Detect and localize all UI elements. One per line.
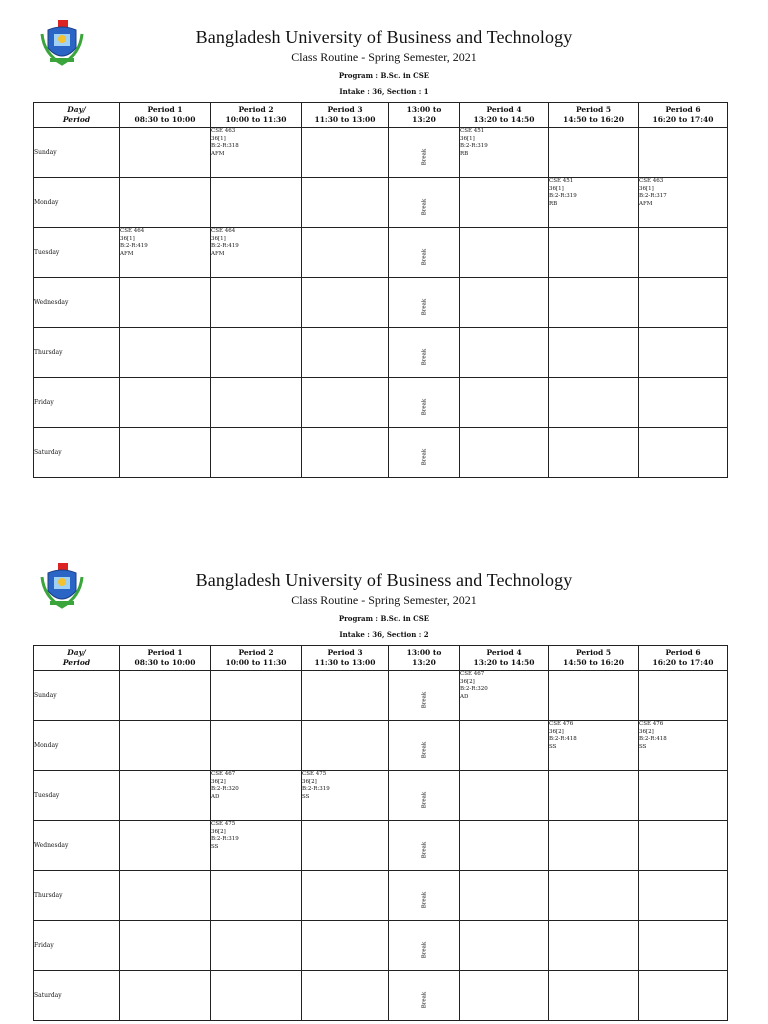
class-info-line: SS [549, 743, 557, 750]
period-5-cell [549, 378, 639, 428]
break-cell [389, 178, 460, 228]
period-6-cell [639, 178, 728, 228]
period-3-cell [302, 428, 389, 478]
period-6-cell [639, 871, 728, 921]
break-cell [389, 971, 460, 1021]
break-cell [389, 278, 460, 328]
class-info-line: B:2-R:320 [211, 786, 239, 793]
period-3-cell [302, 378, 389, 428]
class-info-line: B:2-R:418 [549, 736, 577, 743]
break-label: Break [420, 398, 427, 416]
column-header-period-3: Period 3 11:30 to 13:00 [302, 646, 389, 671]
period-6-cell [639, 721, 728, 771]
day-label: Thursday [34, 871, 120, 921]
class-info-line: 36[1] [211, 235, 226, 242]
day-label: Tuesday [34, 228, 120, 278]
class-info-line: 36[2] [302, 778, 317, 785]
period-4-cell [460, 671, 549, 721]
period-2-cell [211, 971, 302, 1021]
period-2-cell [211, 178, 302, 228]
break-label: Break [420, 198, 427, 216]
break-label: Break [420, 891, 427, 909]
period-4-cell [460, 278, 549, 328]
class-info-line: B:2-R:320 [460, 686, 488, 693]
break-label: Break [420, 841, 427, 859]
period-5-cell [549, 871, 639, 921]
class-info-line: CSE 475 [302, 771, 327, 777]
table-row [34, 771, 728, 821]
break-cell [389, 921, 460, 971]
table-row [34, 721, 728, 771]
break-label: Break [420, 691, 427, 709]
period-6-cell [639, 971, 728, 1021]
class-info-line: AFM [211, 150, 225, 157]
period-1-cell [120, 228, 211, 278]
class-info-line: CSE 476 [549, 721, 574, 727]
period-4-cell [460, 721, 549, 771]
period-5-cell [549, 328, 639, 378]
column-header-period-1: Period 1 08:30 to 10:00 [120, 646, 211, 671]
table-row [34, 821, 728, 871]
class-info-line: 36[1] [120, 235, 135, 242]
column-header-period-1: Period 1 08:30 to 10:00 [120, 103, 211, 128]
class-info-line: RB [460, 150, 469, 157]
class-info-line: CSE 476 [639, 721, 664, 727]
period-1-cell [120, 921, 211, 971]
period-3-cell [302, 871, 389, 921]
routine-subtitle: Class Routine - Spring Semester, 2021 [291, 50, 477, 64]
column-header-period-6: Period 6 16:20 to 17:40 [639, 103, 728, 128]
period-6-cell [639, 771, 728, 821]
day-label: Saturday [34, 428, 120, 478]
table-row [34, 428, 728, 478]
period-5-cell [549, 721, 639, 771]
period-6-cell [639, 378, 728, 428]
class-info-line: 36[1] [639, 185, 654, 192]
table-row [34, 228, 728, 278]
period-2-cell [211, 328, 302, 378]
period-5-cell [549, 821, 639, 871]
column-header-period-3: Period 3 11:30 to 13:00 [302, 103, 389, 128]
break-cell [389, 228, 460, 278]
period-4-cell [460, 228, 549, 278]
period-1-cell [120, 971, 211, 1021]
table-row [34, 328, 728, 378]
period-5-cell [549, 771, 639, 821]
class-info-line: 36[2] [549, 728, 564, 735]
period-3-cell [302, 821, 389, 871]
class-info-line: CSE 451 [460, 128, 485, 134]
routine-table [33, 102, 728, 478]
class-info-line: AFM [120, 250, 134, 257]
column-header-break: 13:00 to 13:20 [389, 646, 460, 671]
period-4-cell [460, 428, 549, 478]
break-cell [389, 871, 460, 921]
day-label: Sunday [34, 671, 120, 721]
class-info-line: CSE 464 [120, 228, 145, 234]
period-4-cell [460, 871, 549, 921]
period-5-cell [549, 971, 639, 1021]
column-header-period-2: Period 2 10:00 to 11:30 [211, 646, 302, 671]
class-info-line: SS [211, 843, 219, 850]
column-header-break: 13:00 to 13:20 [389, 103, 460, 128]
period-5-cell [549, 671, 639, 721]
class-info-line: CSE 464 [211, 228, 236, 234]
break-cell [389, 821, 460, 871]
period-6-cell [639, 328, 728, 378]
class-info-line: 36[2] [211, 828, 226, 835]
period-2-cell [211, 228, 302, 278]
program-label: Program : B.Sc. in CSE [338, 71, 430, 80]
day-label: Monday [34, 721, 120, 771]
class-info-line: CSE 451 [549, 178, 574, 184]
table-row [34, 128, 728, 178]
day-label: Wednesday [34, 821, 120, 871]
class-info-line: 36[2] [460, 678, 475, 685]
period-3-cell [302, 771, 389, 821]
class-info-line: CSE 467 [211, 771, 236, 777]
class-info-line: 36[2] [639, 728, 654, 735]
column-header-period-5: Period 5 14:50 to 16:20 [549, 103, 639, 128]
day-label: Wednesday [34, 278, 120, 328]
day-label: Saturday [34, 971, 120, 1021]
column-header-period-5: Period 5 14:50 to 16:20 [549, 646, 639, 671]
column-header-day: Day/ Period [34, 646, 120, 671]
period-4-cell [460, 921, 549, 971]
period-1-cell [120, 428, 211, 478]
period-5-cell [549, 921, 639, 971]
period-4-cell [460, 771, 549, 821]
break-cell [389, 721, 460, 771]
break-label: Break [420, 248, 427, 266]
period-6-cell [639, 278, 728, 328]
period-3-cell [302, 721, 389, 771]
period-6-cell [639, 428, 728, 478]
class-info-line: CSE 463 [211, 128, 236, 134]
header-row [34, 103, 728, 128]
period-5-cell [549, 428, 639, 478]
period-6-cell [639, 921, 728, 971]
period-3-cell [302, 971, 389, 1021]
class-info-line: B:2-R:419 [211, 243, 239, 250]
class-info-line: AFM [639, 200, 653, 207]
period-2-cell [211, 771, 302, 821]
period-6-cell [639, 821, 728, 871]
period-1-cell [120, 721, 211, 771]
period-5-cell [549, 228, 639, 278]
class-info-line: AD [211, 793, 220, 800]
break-cell [389, 378, 460, 428]
intake-section-label: Intake : 36, Section : 2 [339, 630, 429, 639]
period-2-cell [211, 278, 302, 328]
column-header-period-2: Period 2 10:00 to 11:30 [211, 103, 302, 128]
period-6-cell [639, 671, 728, 721]
routine-subtitle: Class Routine - Spring Semester, 2021 [291, 593, 477, 607]
break-cell [389, 328, 460, 378]
table-row [34, 871, 728, 921]
break-label: Break [420, 941, 427, 959]
period-3-cell [302, 228, 389, 278]
period-1-cell [120, 771, 211, 821]
table-row [34, 971, 728, 1021]
class-info-line: AD [460, 693, 469, 700]
class-info-line: CSE 467 [460, 671, 485, 677]
table-row [34, 378, 728, 428]
column-header-period-6: Period 6 16:20 to 17:40 [639, 646, 728, 671]
table-row [34, 278, 728, 328]
program-label: Program : B.Sc. in CSE [338, 614, 430, 623]
period-3-cell [302, 128, 389, 178]
period-2-cell [211, 428, 302, 478]
class-info-line: SS [302, 793, 310, 800]
class-info-line: B:2-R:319 [549, 193, 577, 200]
column-header-day: Day/ Period [34, 103, 120, 128]
period-4-cell [460, 971, 549, 1021]
period-3-cell [302, 328, 389, 378]
class-info-line: B:2-R:319 [211, 836, 239, 843]
class-info-line: B:2-R:317 [639, 193, 667, 200]
period-5-cell [549, 128, 639, 178]
class-info-line: CSE 463 [639, 178, 664, 184]
period-4-cell [460, 821, 549, 871]
class-info-line: 36[1] [549, 185, 564, 192]
routine-table [33, 645, 728, 1021]
break-cell [389, 671, 460, 721]
period-3-cell [302, 921, 389, 971]
table-row [34, 921, 728, 971]
period-1-cell [120, 871, 211, 921]
class-info-line: 36[2] [211, 778, 226, 785]
period-1-cell [120, 821, 211, 871]
period-4-cell [460, 378, 549, 428]
period-1-cell [120, 278, 211, 328]
break-label: Break [420, 348, 427, 366]
period-1-cell [120, 128, 211, 178]
column-header-period-4: Period 4 13:20 to 14:50 [460, 103, 549, 128]
university-title: Bangladesh University of Business and Technology [195, 27, 573, 47]
period-2-cell [211, 921, 302, 971]
class-info-line: RB [549, 200, 558, 207]
class-info-line: SS [639, 743, 647, 750]
period-5-cell [549, 178, 639, 228]
day-label: Sunday [34, 128, 120, 178]
class-info-line: 36[1] [460, 135, 475, 142]
period-6-cell [639, 128, 728, 178]
table-row [34, 671, 728, 721]
intake-section-label: Intake : 36, Section : 1 [339, 87, 429, 96]
period-2-cell [211, 721, 302, 771]
class-info-line: B:2-R:318 [211, 143, 239, 150]
class-info-line: B:2-R:418 [639, 736, 667, 743]
break-cell [389, 428, 460, 478]
break-label: Break [420, 991, 427, 1009]
period-4-cell [460, 128, 549, 178]
break-label: Break [420, 448, 427, 466]
period-1-cell [120, 178, 211, 228]
day-label: Tuesday [34, 771, 120, 821]
class-info-line: CSE 475 [211, 821, 236, 827]
class-info-line: AFM [211, 250, 225, 257]
period-3-cell [302, 278, 389, 328]
period-6-cell [639, 228, 728, 278]
day-label: Friday [34, 921, 120, 971]
break-label: Break [420, 148, 427, 166]
table-row [34, 178, 728, 228]
day-label: Friday [34, 378, 120, 428]
column-header-period-4: Period 4 13:20 to 14:50 [460, 646, 549, 671]
day-label: Monday [34, 178, 120, 228]
period-4-cell [460, 178, 549, 228]
class-info-line: B:2-R:319 [460, 143, 488, 150]
period-2-cell [211, 821, 302, 871]
period-2-cell [211, 378, 302, 428]
header-row [34, 646, 728, 671]
period-2-cell [211, 128, 302, 178]
break-cell [389, 128, 460, 178]
period-3-cell [302, 178, 389, 228]
class-info-line: 36[1] [211, 135, 226, 142]
break-label: Break [420, 741, 427, 759]
period-2-cell [211, 871, 302, 921]
break-cell [389, 771, 460, 821]
day-label: Thursday [34, 328, 120, 378]
break-label: Break [420, 791, 427, 809]
university-title: Bangladesh University of Business and Technology [195, 570, 573, 590]
period-1-cell [120, 378, 211, 428]
period-2-cell [211, 671, 302, 721]
period-3-cell [302, 671, 389, 721]
break-label: Break [420, 298, 427, 316]
period-4-cell [460, 328, 549, 378]
class-info-line: B:2-R:319 [302, 786, 330, 793]
class-info-line: B:2-R:419 [120, 243, 148, 250]
period-1-cell [120, 671, 211, 721]
period-1-cell [120, 328, 211, 378]
period-5-cell [549, 278, 639, 328]
